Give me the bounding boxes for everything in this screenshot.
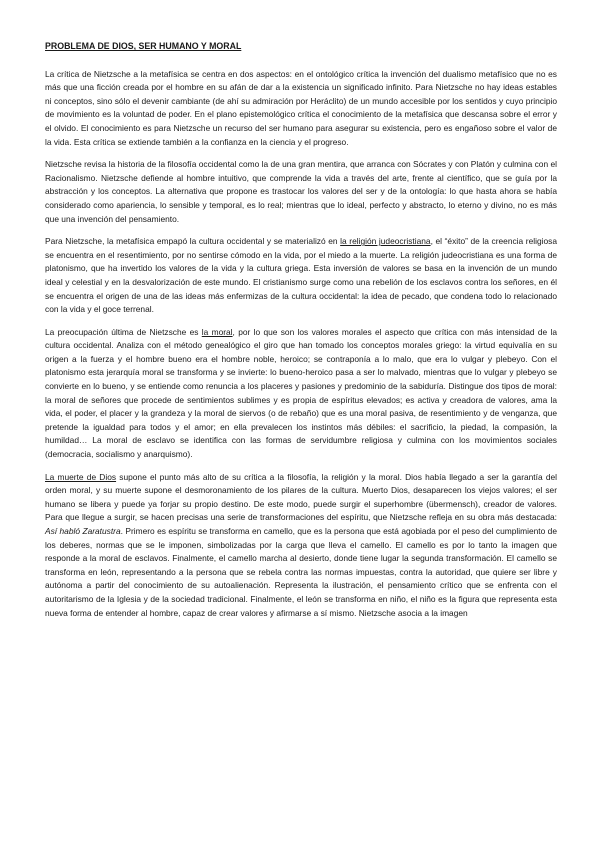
paragraph-text: , el “éxito” de la creencia religiosa se encuentra en el resentimiento, por no sentirse cómodo en la vida, por el miedo a la muerte. La religión judeocristiana es una forma de platonismo, que ha invertido los valores de la vida y la cultura griega. Esta inversión de valores se basa en la invención de un mundo ideal y celestial y en la desvalorización de este mundo. El cristianismo surge como una rebelión de los esclavos contra los señores, en él se encuentra el origen de una de las ideas más enfermizas de la cultura occidental: la idea de pecado, que condena todo lo relacionado con la vida y el goce terrenal. bbox=[45, 236, 557, 315]
book-title-zarathustra: Así habló Zaratustra bbox=[45, 526, 121, 536]
paragraph-text: , por lo que son los valores morales el aspecto que crítica con más intensidad de la cultura occidental. Analiza con el método genealógico el giro que han tomado los conceptos morales griego: la virtud equivalía en su origen a la fuerza y el hombre bueno era el hombre noble, heroico; se contraponía a lo malo, que era lo vulgar y plebeyo. Con el platonismo esta jerarquía moral se transforma y se invierte: lo bueno-heroico pasa a ser lo malvado, mientras que lo vulgar y plebeyo se convierte en lo bueno, y se entiende como renuncia a los placeres y pasiones y predominio de la sabiduría. Distingue dos tipos de moral: la moral de señores que procede de sentimientos sublimes y es propia de espíritus elevados; es activa y creadora de valores, ama la vida, el poder, el placer y la grandeza y la moral de siervos (o de rebaño) que es una moral pasiva, de resentimiento y de venganza, que pretende la igualdad para todos y el amor; en ella prevalecen los instintos más débiles: el sacrificio, la piedad, la compasión, la humildad… La moral de esclavo se identifica con las formas de servidumbre religiosa y culmina con los movimientos sociales (democracia, socialismo y anarquismo). bbox=[45, 326, 557, 460]
underlined-term-morality: la moral bbox=[201, 326, 233, 337]
paragraph-text: . Primero es espíritu se transforma en camello, que es la persona que está agobiada por el peso del cumplimiento de los deberes, normas que se le imponen, simbolizadas por la carga que lleva el camello. El camello es por lo tanto la imagen que responde a la moral de esclavos. Finalmente, el camello marcha al desierto, donde tiene lugar la segunda transformación. El camello se transforma en león, representando a la persona que se rebela contra las normas impuestas, contra la autoridad, que quiere ser libre y autónoma a partir del conocimiento de su autoalienación. Representa la ilustración, el pensamiento crítico que se enfrenta con el autoritarismo de la Iglesia y de la sociedad tradicional. Finalmente, el león se transforma en niño, el niño es la figura que representa esta nueva forma de entender al hombre, capaz de crear valores y afirmarse a sí mismo. Nietzsche asocia a la imagen bbox=[45, 526, 557, 618]
document-page bbox=[45, 40, 557, 629]
paragraph-death-of-god bbox=[45, 471, 557, 621]
paragraph-text: La preocupación última de Nietzsche es bbox=[45, 326, 202, 337]
underlined-term-religion: la religión judeocristiana bbox=[340, 236, 431, 247]
paragraph-text: La crítica de Nietzsche a la metafísica se centra en dos aspectos: en el ontológico crítica la invención del dualismo metafísico que no es más que una ficción creada por el hombre en su afán de dar a la existencia un significado infinito. Para Nietzsche no hay ideas estables ni conceptos, sino sólo el devenir cambiante (de ahí su admiración por Heráclito) de un mundo accesible por los sentidos y cuyo principio de movimiento es la voluntad de poder. En el plano epistemológico crítica el conocimiento de la metafísica que descansa sobre el error y el olvido. El conocimiento es para Nietzsche un recurso del ser humano para asegurar su existencia, pero es engañoso sobre el valor de la vida. Esta crítica se extiende también a la confianza en la ciencia y el progreso. bbox=[45, 68, 557, 147]
paragraph-text: Nietzsche revisa la historia de la filosofía occidental como la de una gran mentira, que arranca con Sócrates y con Platón y culmina con el Racionalismo. Nietzsche defiende al hombre intuitivo, que comprende la vida a través del arte, frente al científico, que se guía por la abstracción y los conceptos. La alternativa que propone es trastocar los valores del ser y de la ontología: lo que hasta ahora se había considerado como apariencia, lo sensible y temporal, es lo real; mientras que lo ideal, perfecto y abstracto, lo eterno y divino, no es más que una invención del pensamiento. bbox=[45, 159, 557, 224]
paragraph-text: Para Nietzsche, la metafísica empapó la cultura occidental y se materializó en bbox=[45, 236, 341, 247]
paragraph-text: supone el punto más alto de su crítica a la filosofía, la religión y la moral. Dios había llegado a ser la garantía del orden moral, y su muerte supone el desmoronamiento de los pilares de la cultura. Muerto Dios, desaparecen los viejos valores; el ser humano se libera y puede ya forjar su propio destino. De este modo, puede surgir el superhombre (übermensch), creador de valores. Para que llegue a surgir, se hacen precisas una serie de transformaciones del espíritu, que Nietzsche refleja en su obra más destacada: bbox=[45, 471, 557, 523]
paragraph-religion bbox=[45, 235, 557, 317]
underlined-term-death-of-god: La muerte de Dios bbox=[45, 471, 117, 482]
paragraph-morality bbox=[45, 326, 557, 462]
paragraph-western-philosophy bbox=[45, 158, 557, 226]
document-title: PROBLEMA DE DIOS, SER HUMANO Y MORAL bbox=[45, 41, 242, 51]
paragraph-metaphysics-critique bbox=[45, 68, 557, 150]
